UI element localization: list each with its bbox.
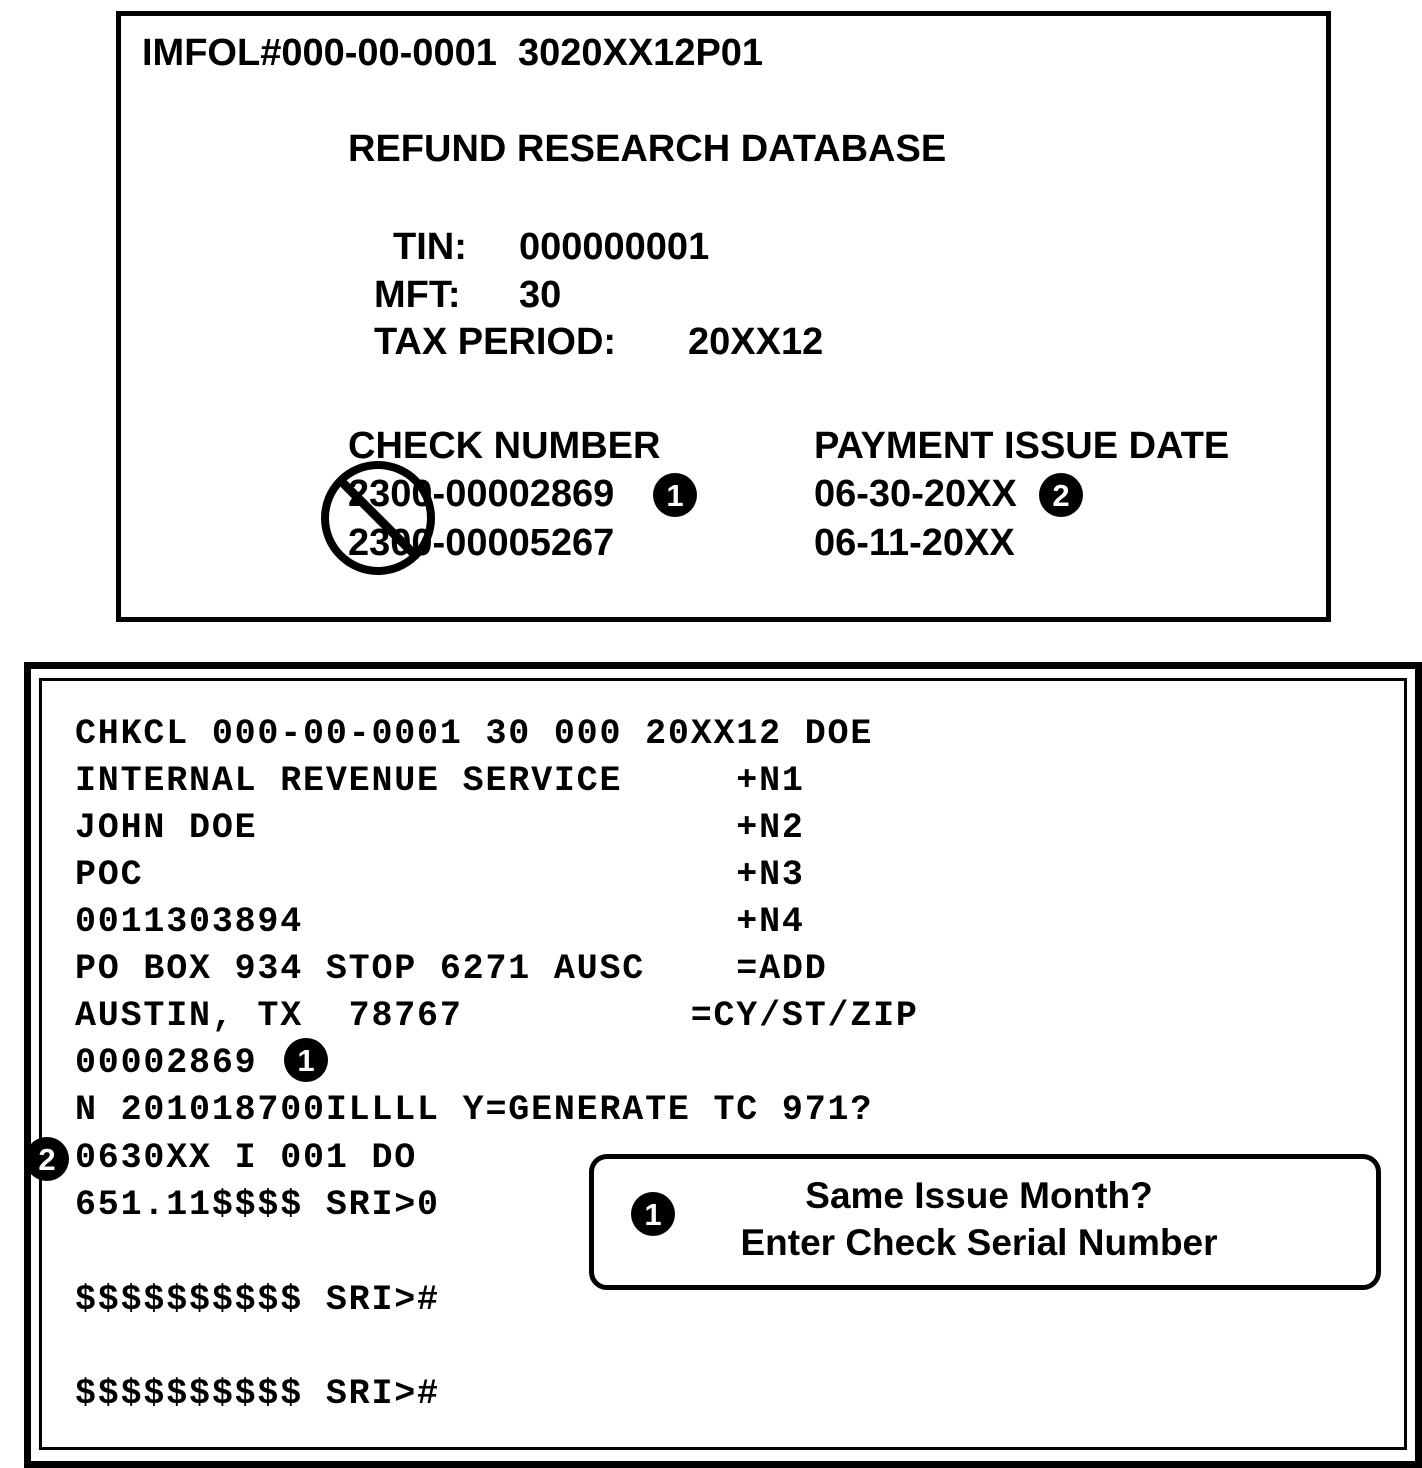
tin-value: 000000001 bbox=[519, 226, 710, 268]
mft-value: 30 bbox=[519, 274, 562, 316]
prohibited-icon bbox=[320, 460, 436, 576]
chkcl-line: POC +N3 bbox=[75, 855, 805, 895]
marker-2-badge: 2 bbox=[25, 1137, 69, 1181]
callout-line-2: Enter Check Serial Number bbox=[740, 1222, 1218, 1263]
callout-number-badge: 1 bbox=[631, 1192, 675, 1236]
chkcl-line: $$$$$$$$$$ SRI># bbox=[75, 1280, 440, 1320]
chkcl-line: 651.11$$$$ SRI>0 bbox=[75, 1185, 440, 1225]
chkcl-line: PO BOX 934 STOP 6271 AUSC =ADD bbox=[75, 949, 828, 989]
check-number-row-1: 2300-00002869 bbox=[348, 473, 615, 515]
imfol-header: IMFOL#000-00-0001 3020XX12P01 bbox=[142, 32, 764, 74]
chkcl-line: 0011303894 +N4 bbox=[75, 902, 805, 942]
chkcl-line: $$$$$$$$$$ SRI># bbox=[75, 1374, 440, 1414]
marker-1-badge: 1 bbox=[284, 1038, 328, 1082]
issue-date-row-2: 06-11-20XX bbox=[814, 522, 1015, 564]
check-number-row-2: 2300-00005267 bbox=[348, 522, 615, 564]
chkcl-line: AUSTIN, TX 78767 =CY/ST/ZIP bbox=[75, 996, 919, 1036]
chkcl-line: JOHN DOE +N2 bbox=[75, 808, 805, 848]
chkcl-check-serial: 00002869 bbox=[75, 1043, 258, 1083]
chkcl-line: CHKCL 000-00-0001 30 000 20XX12 DOE bbox=[75, 714, 874, 754]
chkcl-line: INTERNAL REVENUE SERVICE +N1 bbox=[75, 761, 805, 801]
payment-issue-date-header: PAYMENT ISSUE DATE bbox=[814, 425, 1230, 467]
mft-label: MFT: bbox=[374, 274, 461, 316]
marker-1-badge: 1 bbox=[653, 473, 697, 517]
tax-period-label: TAX PERIOD: bbox=[374, 321, 617, 363]
check-number-header: CHECK NUMBER bbox=[348, 425, 661, 467]
chkcl-issue-date: 0630XX I 001 DO bbox=[75, 1138, 418, 1178]
page-title: REFUND RESEARCH DATABASE bbox=[348, 128, 947, 170]
tax-period-value: 20XX12 bbox=[688, 321, 824, 363]
refund-research-screen bbox=[116, 11, 1331, 622]
tin-label: TIN: bbox=[393, 226, 467, 268]
chkcl-line: N 201018700ILLLL Y=GENERATE TC 971? bbox=[75, 1090, 874, 1130]
issue-date-row-1: 06-30-20XX bbox=[814, 473, 1017, 515]
callout-line-1: Same Issue Month? bbox=[805, 1175, 1153, 1216]
marker-2-badge: 2 bbox=[1039, 473, 1083, 517]
